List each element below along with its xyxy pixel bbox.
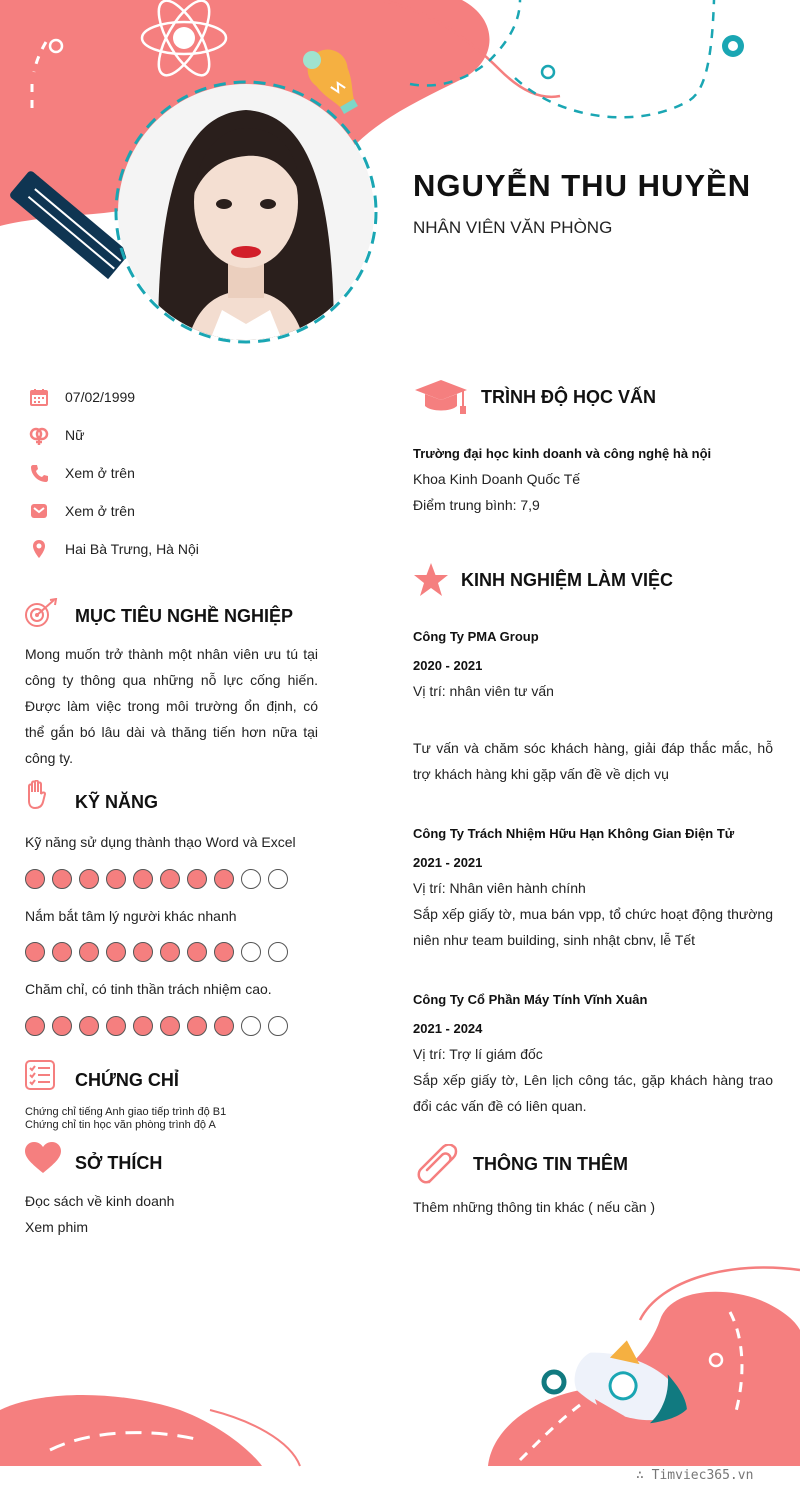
rating-dot-filled bbox=[160, 942, 180, 962]
rating-dot-filled bbox=[25, 942, 45, 962]
skill-rating bbox=[25, 942, 288, 962]
gender-icon bbox=[28, 424, 50, 446]
job-position: Vị trí: Nhân viên hành chính bbox=[413, 880, 586, 896]
phone-icon bbox=[28, 462, 50, 484]
rating-dot-filled bbox=[187, 942, 207, 962]
skill-rating bbox=[25, 1016, 288, 1036]
objective-title: MỤC TIÊU NGHỀ NGHIỆP bbox=[75, 606, 294, 626]
rating-dot-empty bbox=[268, 869, 288, 889]
company-name: Công Ty PMA Group bbox=[413, 629, 539, 644]
school-name: Trường đại học kinh doanh và công nghệ hà nội bbox=[413, 446, 712, 461]
graduation-cap-icon bbox=[413, 378, 469, 421]
star-icon bbox=[413, 562, 449, 603]
rating-dot-filled bbox=[25, 869, 45, 889]
hand-icon bbox=[25, 780, 47, 815]
skill-label: Chăm chỉ, có tinh thần trách nhiệm cao. bbox=[25, 981, 272, 997]
rating-dot-filled bbox=[79, 1016, 99, 1036]
skill-label: Kỹ năng sử dụng thành thạo Word và Excel bbox=[25, 834, 296, 850]
job-position: Vị trí: Trợ lí giám đốc bbox=[413, 1046, 543, 1062]
contact-gender bbox=[28, 423, 85, 447]
profile-photo bbox=[118, 84, 374, 340]
experience-title: KINH NGHIỆM LÀM VIỆC bbox=[461, 570, 674, 590]
birthdate-text: 07/02/1999 bbox=[65, 389, 136, 405]
hobby-item: Xem phim bbox=[25, 1219, 89, 1235]
rating-dot-filled bbox=[160, 1016, 180, 1036]
email-icon bbox=[28, 500, 50, 522]
rating-dot-filled bbox=[160, 869, 180, 889]
skills-title: KỸ NĂNG bbox=[75, 792, 159, 812]
phone-text: Xem ở trên bbox=[65, 465, 135, 481]
gender-text: Nữ bbox=[65, 427, 85, 443]
skill-rating bbox=[25, 869, 288, 889]
calendar-icon bbox=[28, 386, 50, 408]
location-pin-icon bbox=[28, 538, 50, 560]
job-description: Tư vấn và chăm sóc khách hàng, giải đáp thắc mắc, hỗ trợ khách hàng khi gặp vấn đề về dịch vụ bbox=[413, 740, 773, 782]
objective-text: Mong muốn trở thành một nhân viên ưu tú tại công ty thông qua những nỗ lực cống hiến. Được làm việc trong môi trường ổn định, có thể gắn bó lâu dài và thăng tiến hơn nữa tại công ty. bbox=[25, 646, 318, 766]
footer-decoration bbox=[0, 1240, 800, 1492]
faculty-name: Khoa Kinh Doanh Quốc Tế bbox=[413, 471, 581, 487]
rating-dot-filled bbox=[214, 942, 234, 962]
checklist-icon bbox=[24, 1059, 56, 1096]
job-position: Vị trí: nhân viên tư vấn bbox=[413, 683, 554, 699]
contact-email bbox=[28, 499, 135, 523]
candidate-name: NGUYỄN THU HUYỀN bbox=[413, 168, 752, 203]
heart-icon bbox=[24, 1141, 62, 1180]
education-title: TRÌNH ĐỘ HỌC VẤN bbox=[481, 387, 656, 407]
certificate-item: Chứng chỉ tin học văn phòng trình độ A bbox=[25, 1119, 216, 1131]
paperclip-icon bbox=[415, 1144, 459, 1191]
job-period: 2021 - 2024 bbox=[413, 1021, 483, 1036]
rating-dot-filled bbox=[106, 869, 126, 889]
hobby-item: Đọc sách về kinh doanh bbox=[25, 1193, 175, 1209]
contact-phone bbox=[28, 461, 135, 485]
certificates-title: CHỨNG CHỈ bbox=[75, 1070, 179, 1090]
address-text: Hai Bà Trưng, Hà Nội bbox=[65, 541, 199, 557]
rating-dot-filled bbox=[79, 869, 99, 889]
rating-dot-filled bbox=[187, 1016, 207, 1036]
gpa-text: Điểm trung bình: 7,9 bbox=[413, 497, 540, 513]
additional-text: Thêm những thông tin khác ( nếu cần ) bbox=[413, 1199, 656, 1215]
rating-dot-filled bbox=[52, 942, 72, 962]
contact-address bbox=[28, 537, 199, 561]
rating-dot-empty bbox=[241, 869, 261, 889]
rating-dot-filled bbox=[52, 1016, 72, 1036]
hobbies-title: SỞ THÍCH bbox=[75, 1153, 163, 1173]
rating-dot-filled bbox=[106, 942, 126, 962]
rating-dot-filled bbox=[79, 942, 99, 962]
job-description: Sắp xếp giấy tờ, Lên lịch công tác, gặp khách hàng trao đổi các vấn đề có liên quan. bbox=[413, 1072, 773, 1114]
contact-birthdate bbox=[28, 385, 136, 409]
rating-dot-filled bbox=[187, 869, 207, 889]
rating-dot-filled bbox=[133, 869, 153, 889]
rating-dot-filled bbox=[133, 942, 153, 962]
company-name: Công Ty Cổ Phần Máy Tính Vĩnh Xuân bbox=[413, 992, 648, 1007]
rating-dot-empty bbox=[241, 1016, 261, 1036]
certificate-item: Chứng chỉ tiếng Anh giao tiếp trình độ B1 bbox=[25, 1106, 227, 1118]
company-name: Công Ty Trách Nhiệm Hữu Hạn Không Gian Điện Tử bbox=[413, 826, 735, 841]
skill-label: Nắm bắt tâm lý người khác nhanh bbox=[25, 908, 237, 924]
job-period: 2021 - 2021 bbox=[413, 855, 483, 870]
rating-dot-filled bbox=[25, 1016, 45, 1036]
additional-title: THÔNG TIN THÊM bbox=[473, 1154, 628, 1174]
job-description: Sắp xếp giấy tờ, mua bán vpp, tổ chức hoạt động thường niên như team building, sinh nhật cbnv, lễ Tết bbox=[413, 906, 773, 948]
job-title: NHÂN VIÊN VĂN PHÒNG bbox=[413, 218, 613, 237]
rating-dot-empty bbox=[241, 942, 261, 962]
rating-dot-filled bbox=[52, 869, 72, 889]
email-text: Xem ở trên bbox=[65, 503, 135, 519]
rating-dot-empty bbox=[268, 942, 288, 962]
rating-dot-filled bbox=[214, 1016, 234, 1036]
target-icon bbox=[24, 598, 58, 635]
rating-dot-filled bbox=[133, 1016, 153, 1036]
job-period: 2020 - 2021 bbox=[413, 658, 483, 673]
rating-dot-empty bbox=[268, 1016, 288, 1036]
watermark: ∴ Timviec365.vn bbox=[636, 1468, 754, 1483]
rating-dot-filled bbox=[214, 869, 234, 889]
rating-dot-filled bbox=[106, 1016, 126, 1036]
